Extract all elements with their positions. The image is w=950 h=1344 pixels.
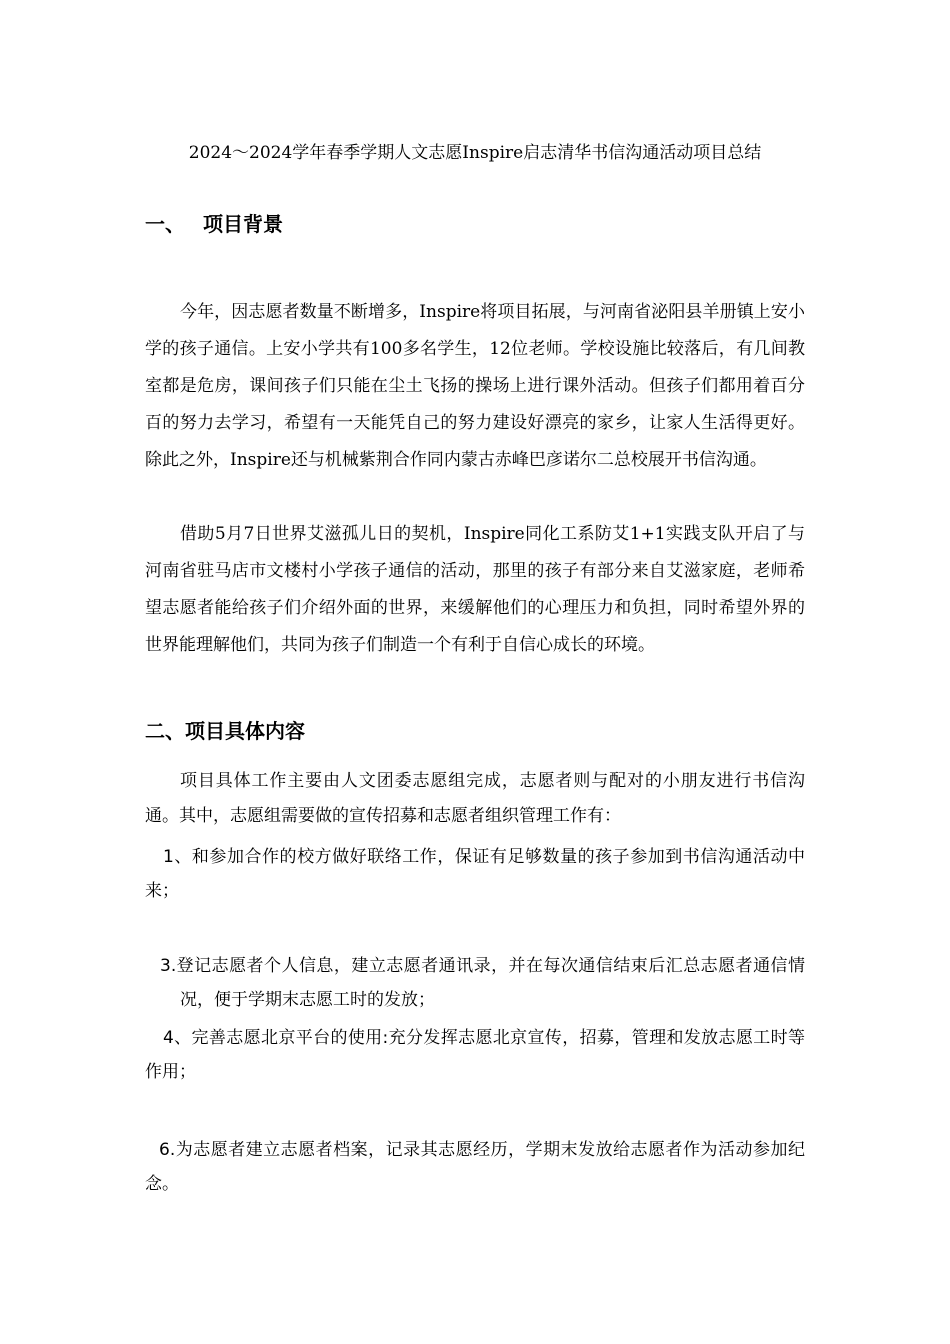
section1-number: 一、 xyxy=(145,212,185,236)
list-item-4: 4、完善志愿北京平台的使用:充分发挥志愿北京宣传，招募，管理和发放志愿工时等作用； xyxy=(145,1028,805,1082)
list-item-3: 3.登记志愿者个人信息，建立志愿者通讯录，并在每次通信结束后汇总志愿者通信情况，便于学期末志愿工时的发放； xyxy=(160,956,805,1010)
section2-heading: 二、项目具体内容 xyxy=(145,719,305,743)
section1-paragraph-1: 今年，因志愿者数量不断增多，Inspire将项目拓展，与河南省泌阳县羊册镇上安小学的孩子通信。上安小学共有100多名学生，12位老师。学校设施比较落后，有几间教室都是危房，课间孩子们只能在尘土飞扬的操场上进行课外活动。但孩子们都用着百分百的努力去学习，希望有一天能凭自己的努力建设好漂亮的家乡，让家人生活得更好。除此之外，Inspire还与机械紫荆合作同内蒙古赤峰巴彦诺尔二总校展开书信沟通。 xyxy=(145,302,805,470)
section1-heading xyxy=(145,209,283,239)
section2-intro: 项目具体工作主要由人文团委志愿组完成，志愿者则与配对的小朋友进行书信沟通。其中，志愿组需要做的宣传招募和志愿者组织管理工作有： xyxy=(145,771,805,826)
section1-paragraph-2: 借助5月7日世界艾滋孤儿日的契机，Inspire同化工系防艾1+1实践支队开启了与河南省驻马店市文楼村小学孩子通信的活动，那里的孩子有部分来自艾滋家庭，老师希望志愿者能给孩子们介绍外面的世界，来缓解他们的心理压力和负担，同时希望外界的世界能理解他们，共同为孩子们制造一个有利于自信心成长的环境。 xyxy=(145,524,805,655)
list-item-1: 1、和参加合作的校方做好联络工作，保证有足够数量的孩子参加到书信沟通活动中来； xyxy=(145,847,805,901)
section1-title: 项目背景 xyxy=(203,212,283,236)
list-item-6: 6.为志愿者建立志愿者档案，记录其志愿经历，学期末发放给志愿者作为活动参加纪念。 xyxy=(145,1140,805,1194)
document-title: 2024～2024学年春季学期人文志愿Inspire启志清华书信沟通活动项目总结 xyxy=(188,143,762,163)
